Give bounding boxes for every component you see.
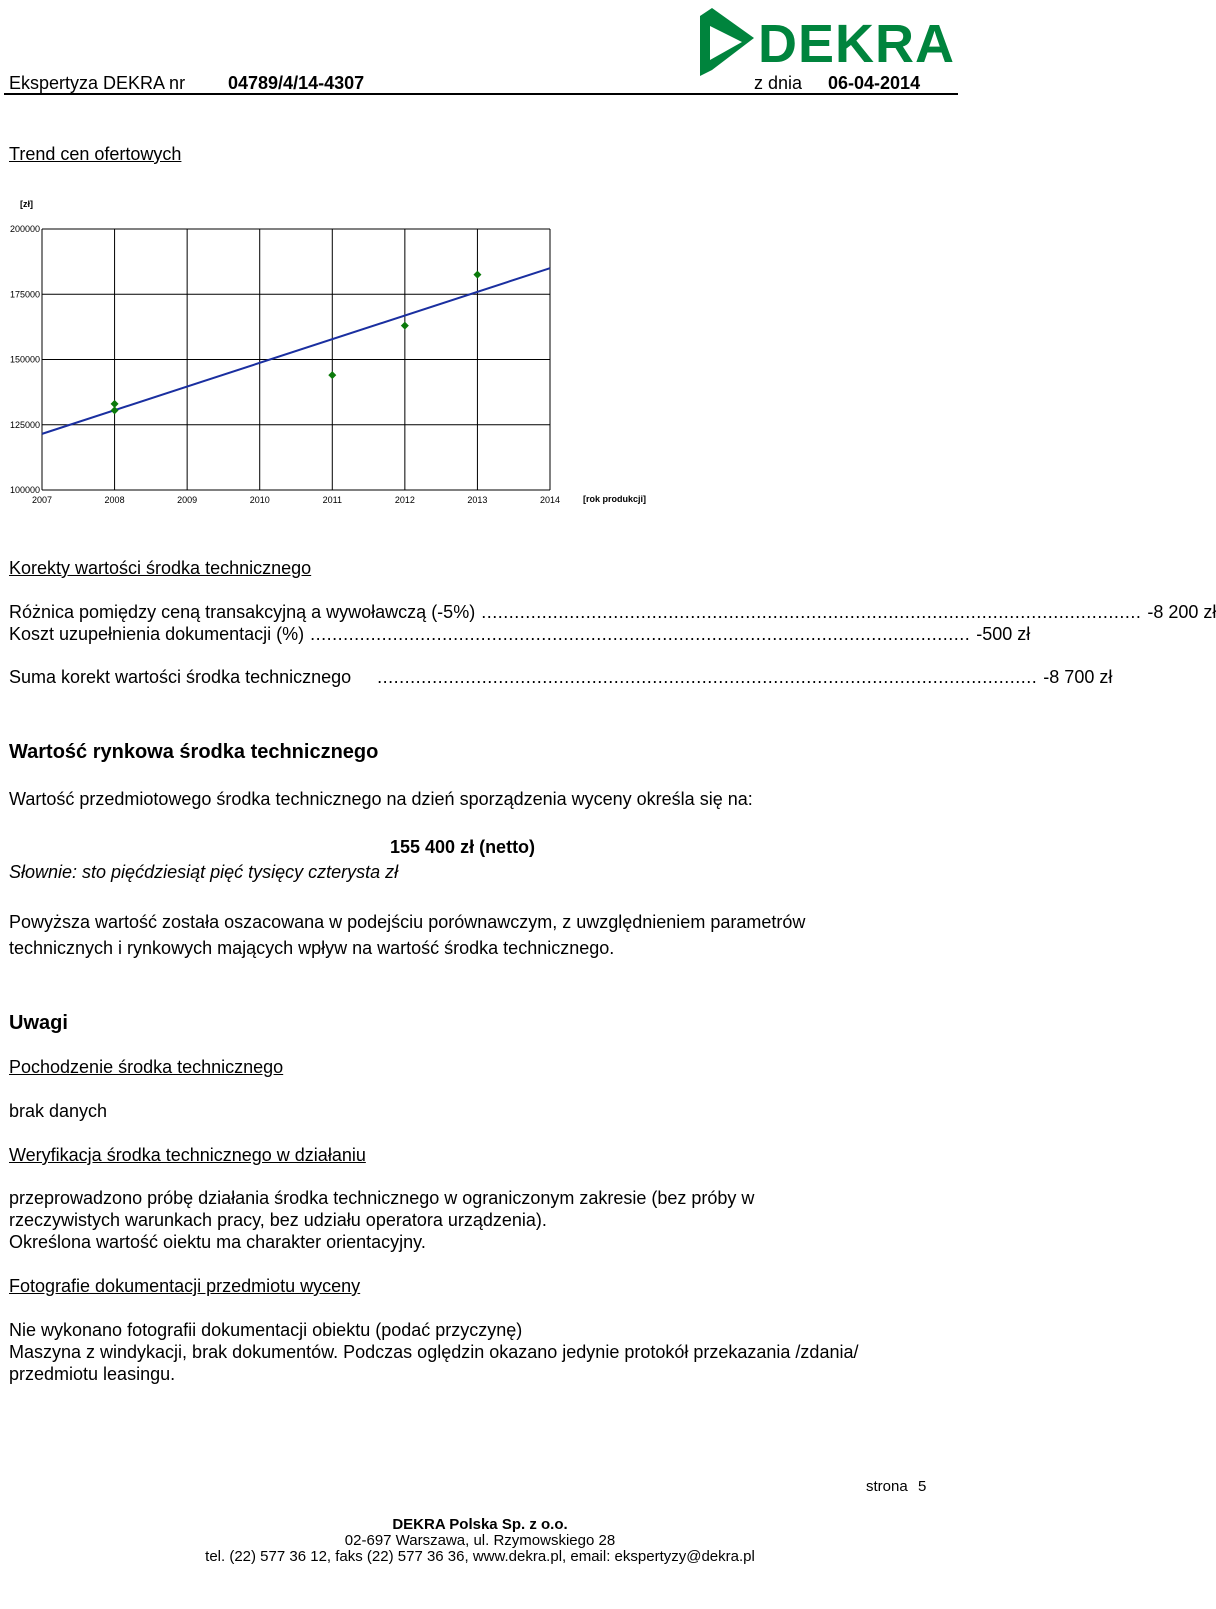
x-tick-label: 2009 (177, 495, 198, 505)
correction-value: -8 200 zł (1147, 602, 1216, 622)
data-point (328, 371, 336, 379)
x-axis-label: [rok produkcji] (583, 494, 647, 504)
dekra-logo-mark-icon (700, 8, 754, 76)
header-rule (4, 93, 958, 95)
correction-row (9, 601, 1216, 623)
data-point (473, 271, 481, 279)
correction-dots: ........................................................................................................................ (310, 624, 971, 644)
x-tick-label: 2014 (539, 495, 561, 505)
verification-line: rzeczywistych warunkach pracy, bez udziału operatora urządzenia). (9, 1210, 547, 1230)
y-tick-label: 150000 (10, 354, 41, 365)
y-tick-label: 125000 (10, 419, 41, 430)
dekra-logo (700, 4, 958, 80)
y-axis-label: [zł] (20, 199, 33, 209)
correction-dots: ........................................................................................................................ (377, 667, 1038, 687)
footer-contact: tel. (22) 577 36 12, faks (22) 577 36 36, www.dekra.pl, email: ekspertyzy@dekra.pl (205, 1548, 755, 1565)
note-line: technicznych i rynkowych mających wpływ na wartość środka technicznego. (9, 938, 615, 958)
y-tick-label: 200000 (10, 224, 41, 234)
page-label: strona (866, 1478, 908, 1495)
verification-line: Określona wartość oiektu ma charakter orientacyjny. (9, 1232, 426, 1252)
note-line: Powyższa wartość została oszacowana w podejściu porównawczym, z uwzględnieniem parametrów (9, 912, 806, 932)
trend-line (42, 268, 550, 434)
footer-company: DEKRA Polska Sp. z o.o. (392, 1516, 568, 1533)
data-point (401, 322, 409, 330)
photos-line: przedmiotu leasingu. (9, 1364, 176, 1384)
data-point (111, 406, 119, 414)
verification-line: przeprowadzono próbę działania środka technicznego w ograniczonym zakresie (bez próby w (9, 1188, 755, 1208)
correction-label: Różnica pomiędzy ceną transakcyjną a wywoławczą (-5%) (9, 602, 476, 622)
x-tick-label: 2008 (104, 495, 125, 505)
x-tick-label: 2012 (394, 495, 415, 505)
market-value-amount: 155 400 zł (netto) (390, 837, 536, 857)
x-tick-label: 2013 (467, 495, 488, 505)
logo-text: DEKRA (758, 14, 956, 74)
footer-address: 02-697 Warszawa, ul. Rzymowskiego 28 (344, 1532, 616, 1549)
market-value-in-words: Słownie: sto pięćdziesiąt pięć tysięcy czterysta zł (9, 862, 399, 882)
verification-text (9, 1187, 939, 1253)
correction-sum-value: -8 700 zł (1043, 667, 1113, 687)
date-value: 06-04-2014 (828, 73, 921, 93)
corrections-section-title: Korekty wartości środka technicznego (9, 558, 312, 578)
market-value-note (9, 909, 939, 961)
origin-title: Pochodzenie środka technicznego (9, 1057, 284, 1077)
x-tick-label: 2007 (31, 495, 53, 505)
x-tick-label: 2010 (249, 495, 270, 505)
trend-section-title: Trend cen ofertowych (9, 144, 182, 164)
correction-sum-label: Suma korekt wartości środka technicznego (9, 667, 352, 687)
market-value-intro: Wartość przedmiotowego środka technicznego na dzień sporządzenia wyceny określa się na: (9, 789, 753, 809)
photos-text (9, 1319, 939, 1385)
verification-title: Weryfikacja środka technicznego w działaniu (9, 1145, 366, 1165)
photos-line: Nie wykonano fotografii dokumentacji obiektu (podać przyczynę) (9, 1320, 523, 1340)
remarks-title: Uwagi (9, 1012, 68, 1034)
correction-sum-row (9, 666, 1113, 688)
y-tick-label: 100000 (10, 485, 41, 495)
correction-row (9, 623, 1031, 645)
y-tick-label: 175000 (10, 289, 41, 300)
x-tick-label: 2011 (322, 495, 342, 505)
photos-title: Fotografie dokumentacji przedmiotu wyceny (9, 1276, 361, 1296)
origin-text: brak danych (9, 1101, 108, 1121)
trend-chart (6, 193, 666, 513)
correction-value: -500 zł (976, 624, 1031, 644)
page-number: 5 (918, 1478, 927, 1495)
market-value-title: Wartość rynkowa środka technicznego (9, 741, 379, 763)
photos-line: Maszyna z windykacji, brak dokumentów. Podczas oględzin okazano jedynie protokół przekazania /zdania/ (9, 1342, 859, 1362)
correction-dots: ........................................................................................................................ (481, 602, 1142, 622)
date-label: z dnia (754, 73, 803, 93)
report-number: 04789/4/14-4307 (228, 73, 365, 93)
report-label: Ekspertyza DEKRA nr (9, 73, 186, 93)
correction-label: Koszt uzupełnienia dokumentacji (%) (9, 624, 305, 644)
